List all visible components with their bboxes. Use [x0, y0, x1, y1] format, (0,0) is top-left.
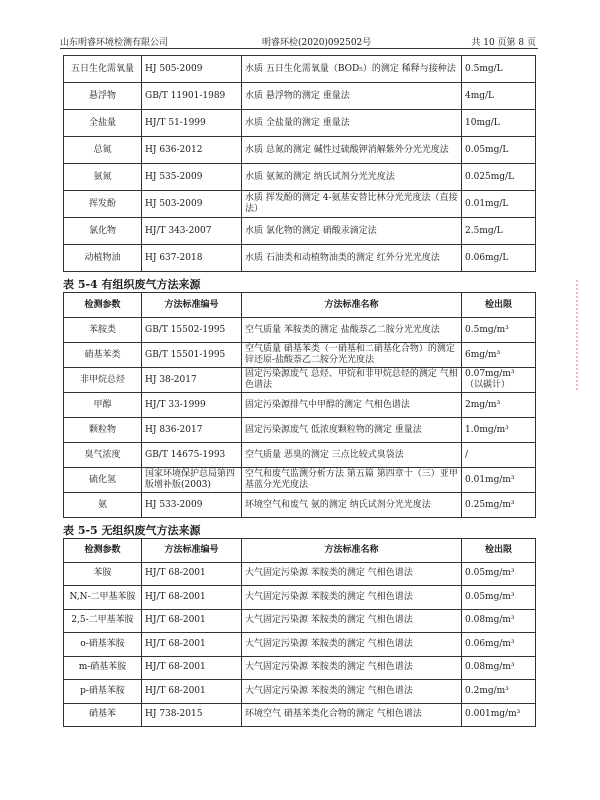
- cell-standard-no: HJ/T 68-2001: [142, 609, 242, 633]
- cell-detection-limit: 4mg/L: [462, 83, 536, 110]
- table-row: [64, 443, 536, 468]
- cell-standard-name: 固定污染源废气 总烃、甲烷和非甲烷总烃的测定 气相色谱法: [242, 368, 462, 393]
- cell-detection-limit: /: [462, 443, 536, 468]
- cell-detection-limit: 0.01mg/L: [462, 191, 536, 218]
- cell-detection-limit: 0.08mg/m³: [462, 609, 536, 633]
- cell-detection-limit: 0.5mg/L: [462, 56, 536, 83]
- cell-detection-limit: 0.05mg/L: [462, 137, 536, 164]
- table-row: [64, 218, 536, 245]
- cell-standard-name: 水质 挥发酚的测定 4-氨基安替比林分光光度法（直接法）: [242, 191, 462, 218]
- cell-parameter: 氯化物: [64, 218, 142, 245]
- cell-standard-no: HJ/T 51-1999: [142, 110, 242, 137]
- cell-standard-no: HJ 503-2009: [142, 191, 242, 218]
- header-parameter: 检测参数: [64, 293, 142, 318]
- cell-standard-name: 环境空气 硝基苯类化合物的测定 气相色谱法: [242, 703, 462, 727]
- cell-standard-name: 大气固定污染源 苯胺类的测定 气相色谱法: [242, 562, 462, 586]
- page-header: [60, 34, 538, 49]
- cell-standard-name: 空气质量 硝基苯类（一硝基和二硝基化合物）的测定 锌还原-盐酸萘乙二胺分光光度法: [242, 343, 462, 368]
- cell-standard-no: HJ/T 33-1999: [142, 393, 242, 418]
- cell-standard-name: 大气固定污染源 苯胺类的测定 气相色谱法: [242, 656, 462, 680]
- header-standard-no: 方法标准编号: [142, 293, 242, 318]
- cell-parameter: 动植物油: [64, 245, 142, 272]
- table-row: [64, 368, 536, 393]
- table-row: [64, 245, 536, 272]
- cell-parameter: 硝基苯类: [64, 343, 142, 368]
- company-name: 山东明睿环境检测有限公司: [60, 38, 169, 48]
- water-method-table: [63, 55, 536, 272]
- cell-parameter: 甲醇: [64, 393, 142, 418]
- cell-parameter: N,N-二甲基苯胺: [64, 586, 142, 610]
- table-row: [64, 137, 536, 164]
- cell-standard-no: HJ 738-2015: [142, 703, 242, 727]
- cell-standard-name: 水质 五日生化需氧量（BOD₅）的测定 稀释与接种法: [242, 56, 462, 83]
- cell-standard-name: 水质 石油类和动植物油类的测定 红外分光光度法: [242, 245, 462, 272]
- cell-standard-name: 固定污染源废气 低浓度颗粒物的测定 重量法: [242, 418, 462, 443]
- cell-standard-no: HJ 505-2009: [142, 56, 242, 83]
- cell-detection-limit: 0.5mg/m³: [462, 318, 536, 343]
- cell-parameter: 2,5-二甲基苯胺: [64, 609, 142, 633]
- cell-standard-name: 固定污染源排气中甲醇的测定 气相色谱法: [242, 393, 462, 418]
- cell-detection-limit: 0.25mg/m³: [462, 493, 536, 518]
- cell-standard-name: 空气质量 苯胺类的测定 盐酸萘乙二胺分光光度法: [242, 318, 462, 343]
- cell-standard-name: 空气和废气监测分析方法 第五篇 第四章十（三）亚甲基蓝分光光度法: [242, 468, 462, 493]
- cell-detection-limit: 0.05mg/m³: [462, 586, 536, 610]
- table-row: [64, 318, 536, 343]
- cell-standard-no: GB/T 15502-1995: [142, 318, 242, 343]
- cell-detection-limit: 6mg/m³: [462, 343, 536, 368]
- cell-standard-name: 水质 总氮的测定 碱性过硫酸钾消解紫外分光光度法: [242, 137, 462, 164]
- cell-parameter: 颗粒物: [64, 418, 142, 443]
- cell-standard-no: HJ 533-2009: [142, 493, 242, 518]
- table-row: [64, 609, 536, 633]
- header-standard-no: 方法标准编号: [142, 539, 242, 563]
- header-detection-limit: 检出限: [462, 293, 536, 318]
- cell-detection-limit: 0.08mg/m³: [462, 656, 536, 680]
- cell-parameter: 总氮: [64, 137, 142, 164]
- cell-standard-name: 大气固定污染源 苯胺类的测定 气相色谱法: [242, 633, 462, 657]
- cell-parameter: 氨: [64, 493, 142, 518]
- cell-standard-no: HJ/T 68-2001: [142, 586, 242, 610]
- cell-standard-name: 水质 全盐量的测定 重量法: [242, 110, 462, 137]
- cell-standard-no: HJ 836-2017: [142, 418, 242, 443]
- cell-standard-no: HJ/T 68-2001: [142, 562, 242, 586]
- table-row: [64, 418, 536, 443]
- cell-standard-name: 环境空气和废气 氨的测定 纳氏试剂分光光度法: [242, 493, 462, 518]
- cell-standard-no: HJ 637-2018: [142, 245, 242, 272]
- cell-detection-limit: 2.5mg/L: [462, 218, 536, 245]
- cell-parameter: 非甲烷总烃: [64, 368, 142, 393]
- table-row: [64, 656, 536, 680]
- table-header-row: [64, 539, 536, 563]
- cell-parameter: p-硝基苯胺: [64, 680, 142, 704]
- cell-standard-name: 大气固定污染源 苯胺类的测定 气相色谱法: [242, 586, 462, 610]
- cell-detection-limit: 0.001mg/m³: [462, 703, 536, 727]
- cell-detection-limit: 0.05mg/m³: [462, 562, 536, 586]
- cell-parameter: 全盐量: [64, 110, 142, 137]
- cell-detection-limit: 0.06mg/L: [462, 245, 536, 272]
- cell-parameter: 硫化氢: [64, 468, 142, 493]
- cell-detection-limit: 0.07mg/m³（以碳计）: [462, 368, 536, 393]
- table-header-row: [64, 293, 536, 318]
- page-number: 共 10 页第 8 页: [471, 38, 536, 48]
- cell-standard-no: HJ/T 68-2001: [142, 656, 242, 680]
- cell-standard-name: 空气质量 恶臭的测定 三点比较式臭袋法: [242, 443, 462, 468]
- cell-parameter: o-硝基苯胺: [64, 633, 142, 657]
- table-row: [64, 703, 536, 727]
- table-row: [64, 493, 536, 518]
- header-standard-name: 方法标准名称: [242, 293, 462, 318]
- table-5-4-caption: 表 5-4 有组织废气方法来源: [63, 278, 201, 291]
- cell-standard-no: GB/T 11901-1989: [142, 83, 242, 110]
- cell-parameter: 氨氮: [64, 164, 142, 191]
- table-row: [64, 164, 536, 191]
- cell-detection-limit: 0.025mg/L: [462, 164, 536, 191]
- table-row: [64, 468, 536, 493]
- cell-standard-name: 水质 氯化物的测定 硝酸汞滴定法: [242, 218, 462, 245]
- table-row: [64, 586, 536, 610]
- cell-standard-no: HJ 535-2009: [142, 164, 242, 191]
- cell-standard-no: HJ/T 68-2001: [142, 633, 242, 657]
- cell-detection-limit: 1.0mg/m³: [462, 418, 536, 443]
- cell-standard-name: 大气固定污染源 苯胺类的测定 气相色谱法: [242, 680, 462, 704]
- cell-parameter: 悬浮物: [64, 83, 142, 110]
- cell-standard-no: GB/T 14675-1993: [142, 443, 242, 468]
- report-number: 明睿环检(2020)092502号: [262, 38, 372, 48]
- cell-standard-no: GB/T 15501-1995: [142, 343, 242, 368]
- cell-standard-no: HJ 38-2017: [142, 368, 242, 393]
- header-detection-limit: 检出限: [462, 539, 536, 563]
- organized-gas-method-table: [63, 292, 536, 518]
- cell-standard-name: 水质 氨氮的测定 纳氏试剂分光光度法: [242, 164, 462, 191]
- table-row: [64, 633, 536, 657]
- table-row: [64, 83, 536, 110]
- table-row: [64, 110, 536, 137]
- table-row: [64, 343, 536, 368]
- cell-parameter: 挥发酚: [64, 191, 142, 218]
- table-row: [64, 680, 536, 704]
- cell-detection-limit: 0.01mg/m³: [462, 468, 536, 493]
- cell-detection-limit: 2mg/m³: [462, 393, 536, 418]
- cell-detection-limit: 0.06mg/m³: [462, 633, 536, 657]
- header-parameter: 检测参数: [64, 539, 142, 563]
- table-row: [64, 191, 536, 218]
- cell-detection-limit: 10mg/L: [462, 110, 536, 137]
- cell-standard-no: HJ/T 343-2007: [142, 218, 242, 245]
- cell-parameter: 硝基苯: [64, 703, 142, 727]
- table-row: [64, 393, 536, 418]
- unorganized-gas-method-table: [63, 538, 536, 727]
- cell-parameter: 苯胺类: [64, 318, 142, 343]
- seal-stamp-edge: [576, 280, 600, 390]
- cell-parameter: 苯胺: [64, 562, 142, 586]
- cell-standard-no: 国家环境保护总局第四版增补版(2003): [142, 468, 242, 493]
- cell-parameter: 五日生化需氧量: [64, 56, 142, 83]
- table-5-5-caption: 表 5-5 无组织废气方法来源: [63, 524, 201, 537]
- cell-standard-name: 大气固定污染源 苯胺类的测定 气相色谱法: [242, 609, 462, 633]
- cell-standard-no: HJ 636-2012: [142, 137, 242, 164]
- table-row: [64, 56, 536, 83]
- cell-parameter: m-硝基苯胺: [64, 656, 142, 680]
- cell-standard-no: HJ/T 68-2001: [142, 680, 242, 704]
- cell-detection-limit: 0.2mg/m³: [462, 680, 536, 704]
- table-row: [64, 562, 536, 586]
- cell-standard-name: 水质 悬浮物的测定 重量法: [242, 83, 462, 110]
- cell-parameter: 臭气浓度: [64, 443, 142, 468]
- header-standard-name: 方法标准名称: [242, 539, 462, 563]
